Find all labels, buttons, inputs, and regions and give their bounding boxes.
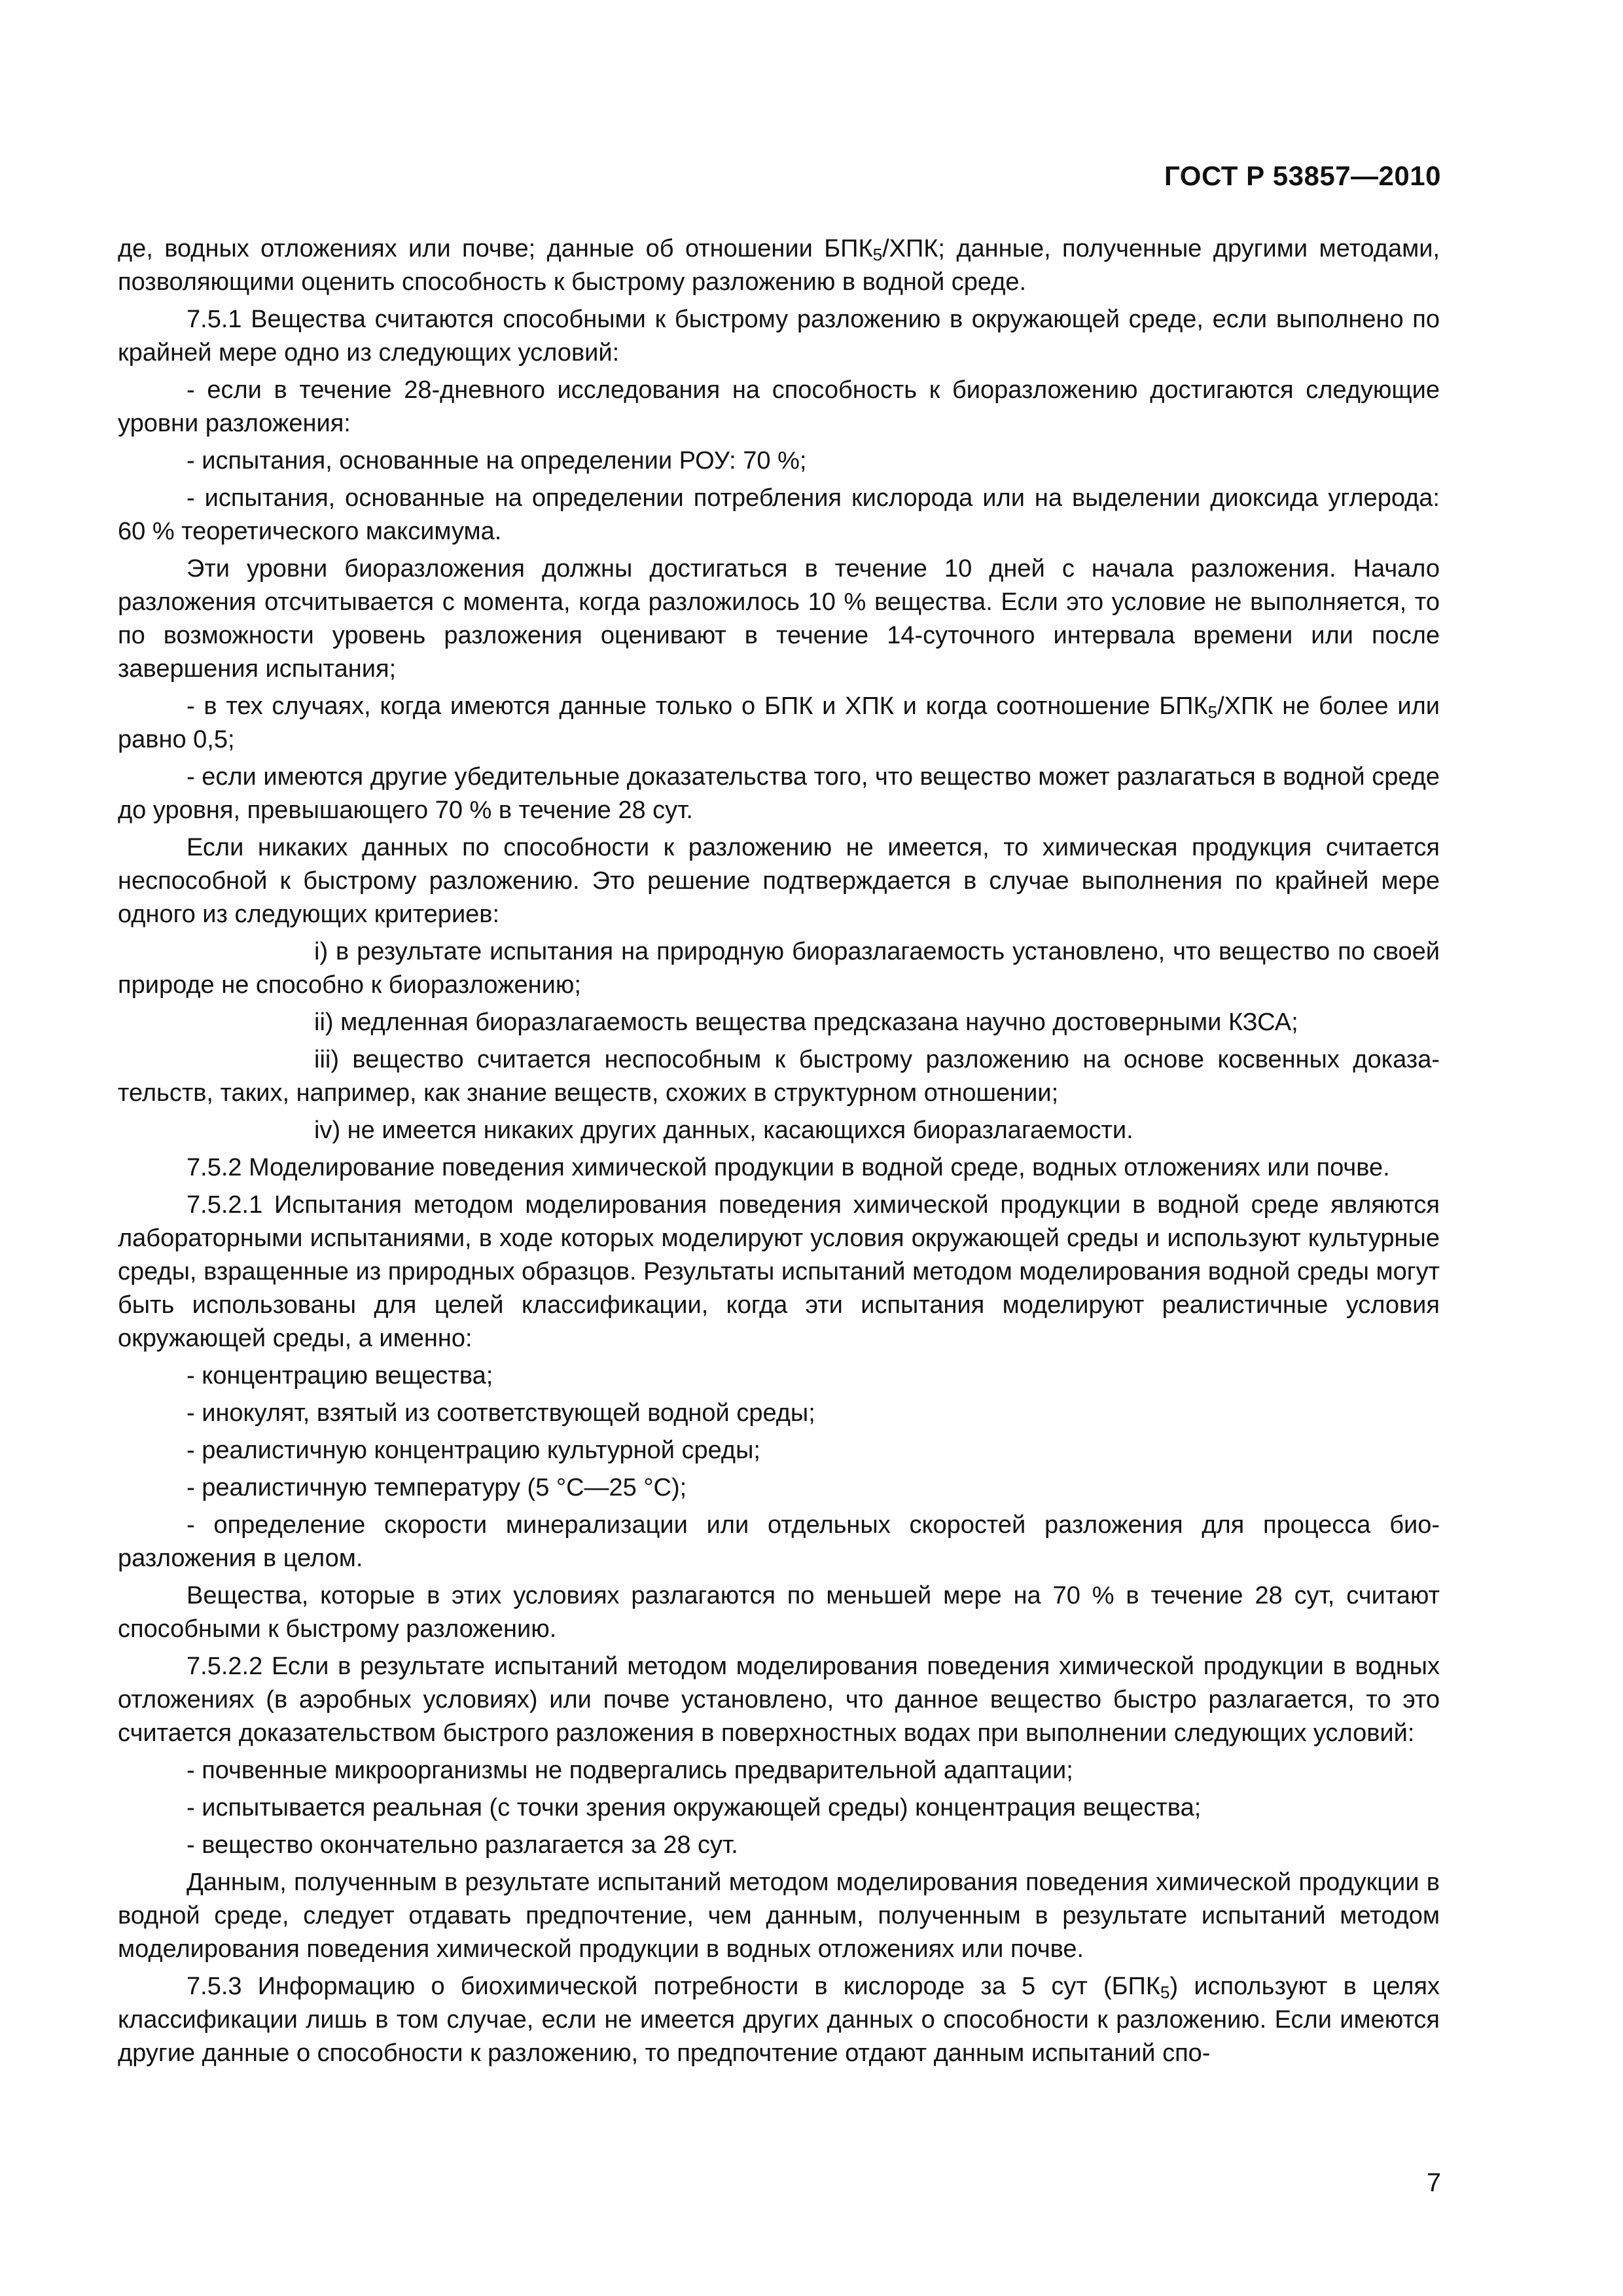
paragraph (118, 552, 1440, 686)
paragraph-text: Если никаких данных по способности к разложению не имеется, то химическая продукция считается неспособной к быстрому разложению. Это решение подтверждается в случае выполнения по крайней мере одного из следующих критериев: (118, 834, 1440, 928)
paragraph (118, 1189, 1440, 1355)
paragraph (118, 444, 1440, 478)
paragraph-text: - почвенные микроорганизмы не подвергались предварительной адаптации; (187, 1757, 1073, 1784)
paragraph (118, 482, 1440, 548)
paragraph-text: i) в результате испытания на природную биоразлагаемость установлено, что вещество по своей природе не способно к биоразложению; (118, 938, 1440, 999)
paragraph (118, 831, 1440, 931)
paragraph (118, 1970, 1440, 2070)
paragraph-text: - концентрацию вещества; (187, 1362, 493, 1390)
paragraph-text: де, водных отложениях или почве; данные об отношении БПК (118, 235, 873, 262)
paragraph-text: - если в течение 28-дневного исследования на способность к биоразложению достигаются следующие уровни разложения: (118, 376, 1440, 437)
document-body (118, 232, 1440, 2074)
paragraph (118, 303, 1440, 370)
paragraph (118, 1043, 1440, 1110)
paragraph (118, 1509, 1440, 1575)
paragraph-text: ) используют в целях классификации лишь в том случае, если не имеется других данных о способности к разложению. Если имеются другие данные о способности к разложению, то предпочтение отдают данным испытаний спо- (118, 1973, 1440, 2067)
paragraph-text: - в тех случаях, когда имеются данные только о БПК и ХПК и когда соотношение БПК (187, 692, 1208, 720)
paragraph-text: Эти уровни биоразложения должны достигаться в течение 10 дней с начала разложения. Начало разложения отсчитывается с момента, когда разложилось 10 % вещества. Если это условие не выполняется, то по возможности уровень разложения оценивают в течение 14-суточного интервала времени или после завершения испытания; (118, 555, 1440, 683)
paragraph-text: 7.5.1 Вещества считаются способными к быстрому разложению в окружающей среде, если выполнено по крайней мере одно из следующих условий: (118, 306, 1440, 367)
paragraph (118, 1151, 1440, 1185)
paragraph-text: - реалистичную концентрацию культурной среды; (187, 1437, 760, 1464)
paragraph-text: Вещества, которые в этих условиях разлагаются по меньшей мере на 70 % в течение 28 сут, считают способными к быстрому разложению. (118, 1582, 1440, 1643)
paragraph (118, 1579, 1440, 1646)
subscript: 5 (1160, 1982, 1170, 2002)
paragraph (118, 374, 1440, 440)
document-header: ГОСТ Р 53857—2010 (1164, 160, 1441, 191)
paragraph (118, 1829, 1440, 1862)
subscript: 5 (1207, 702, 1218, 722)
paragraph (118, 935, 1440, 1002)
paragraph-text: - определение скорости минерализации или отдельных скоростей разложения для процесса биоразложения в целом. (118, 1511, 1440, 1572)
paragraph-text: 7.5.2.1 Испытания методом моделирования поведения химической продукции в водной среде являются лабораторными испытаниями, в ходе которых моделируют условия окружающей среды и используют культурные среды, взращенные из природных образцов. Результаты испытаний методом моделирования водной среды могут быть использованы для целей классификации, когда эти испытания моделируют реалистичные условия окружающей среды, а именно: (118, 1191, 1440, 1352)
paragraph (118, 1471, 1440, 1505)
paragraph-text: ii) медленная биоразлагаемость вещества предсказана научно достоверными КЗСА; (314, 1009, 1298, 1036)
paragraph-text: Данным, полученным в результате испытаний методом моделирования поведения химической продукции в водной среде, следует отдавать предпочтение, чем данным, полученным в результате испытаний методом моделирования поведения химической продукции в водных отложениях или почве. (118, 1869, 1440, 1963)
paragraph (118, 761, 1440, 827)
paragraph (118, 1359, 1440, 1393)
paragraph-text: - испытания, основанные на определении РОУ: 70 %; (187, 447, 807, 475)
paragraph (118, 1791, 1440, 1825)
paragraph-text: - реалистичную температуру (5 °С—25 °С); (187, 1474, 687, 1501)
paragraph (118, 1866, 1440, 1966)
paragraph (118, 1754, 1440, 1787)
paragraph (118, 1006, 1440, 1039)
paragraph (118, 1650, 1440, 1750)
paragraph-text: - вещество окончательно разлагается за 28 сут. (187, 1831, 738, 1859)
paragraph-text: 7.5.3 Информацию о биохимической потребности в кислороде за 5 сут (БПК (187, 1973, 1161, 2000)
paragraph-text: 7.5.2.2 Если в результате испытаний методом моделирования поведения химической продукции в водных отложениях (в аэробных условиях) или почве установлено, что данное вещество быстро разлагается, то это считается доказательством быстрого разложения в поверхностных водах при выполнении следующих условий: (118, 1653, 1440, 1747)
subscript: 5 (872, 245, 883, 264)
paragraph-text: - инокулят, взятый из соответствующей водной среды; (187, 1399, 815, 1427)
paragraph-text: - испытания, основанные на определении потребления кислорода или на выделении диоксида углерода: 60 % теоретического максимума. (118, 484, 1440, 545)
paragraph-text: /ХПК не более или равно 0,5; (118, 692, 1440, 753)
paragraph (118, 690, 1440, 757)
paragraph (118, 1114, 1440, 1147)
paragraph-text: iv) не имеется никаких других данных, касающихся биоразлагаемости. (314, 1117, 1133, 1144)
paragraph-text: 7.5.2 Моделирование поведения химической продукции в водной среде, водных отложениях или почве. (187, 1154, 1390, 1181)
paragraph-text: - испытывается реальная (с точки зрения окружающей среды) концентрация вещества; (187, 1794, 1202, 1821)
paragraph (118, 1434, 1440, 1467)
page-number: 7 (1426, 2168, 1441, 2197)
paragraph-text: /ХПК; данные, полученные другими методами, позволяющими оценить способность к быстрому разложению в водной среде. (118, 235, 1440, 296)
paragraph (118, 232, 1440, 299)
paragraph (118, 1397, 1440, 1430)
paragraph-text: iii) вещество считается неспособным к быстрому разложению на основе косвенных доказательств, таких, например, как знание веществ, схожих в структурном отношении; (118, 1046, 1440, 1107)
paragraph-text: - если имеются другие убедительные доказательства того, что вещество может разлагаться в водной среде до уровня, превышающего 70 % в течение 28 сут. (118, 763, 1440, 824)
